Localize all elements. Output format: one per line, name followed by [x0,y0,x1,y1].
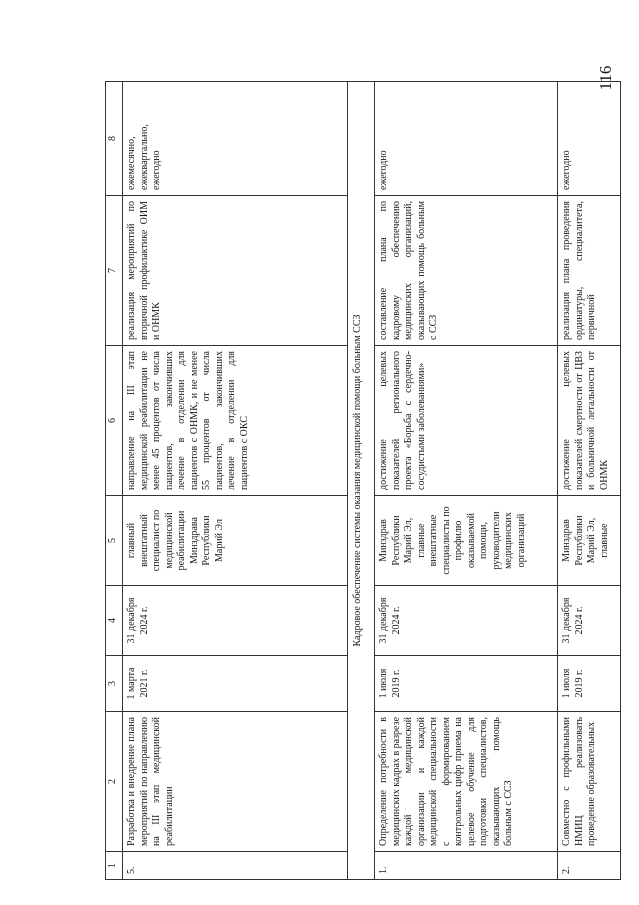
responsible-cell: Минздрав Республики Марий Эл, главные [558,496,621,586]
result-cell: реализация мероприятий по вторичной профилактике ОИМ и ОНМК [123,196,348,346]
end-date-cell: 31 декабря 2024 г. [123,586,348,656]
frequency-cell: ежегодно [558,82,621,196]
result-cell: составление плана по кадровому обеспечению медицинских организаций, оказывающих помощь больным с ССЗ [375,196,558,346]
measure-cell: Разработка и внедрение плана мероприятий по направлению на III этап медицинской реабилитации [123,712,348,852]
measure-cell: Определение потребности в медицинских кадрах в разрезе каждой медицинской организации и каждой медицинской специальности с формированием контрольных цифр приема на целевое обучение для подготовки специалистов, оказывающих помощь больным с ССЗ [375,712,558,852]
table-row [123,82,348,880]
section-title: Кадровое обеспечение системы оказания медицинской помощи больным ССЗ [348,82,375,880]
header-cell: 5 [106,496,123,586]
frequency-cell: ежегодно [375,82,558,196]
start-date-cell: 1 июля 2019 г. [558,656,621,712]
table-row [375,82,558,880]
row-number: 2. [558,852,621,880]
end-date-cell: 31 декабря 2024 г. [375,586,558,656]
table-row [558,82,621,880]
plan-table [105,81,621,880]
start-date-cell: 1 марта 2021 г. [123,656,348,712]
page-number: 116 [596,65,615,91]
row-number: 1. [375,852,558,880]
row-number: 5. [123,852,348,880]
header-cell: 1 [106,852,123,880]
header-row [106,82,123,880]
header-cell: 6 [106,346,123,496]
responsible-cell: Минздрав Республики Марий Эл, главные внештатные специалисты по профилю оказываемой помощи, руководители медицинских организаций [375,496,558,586]
indicator-cell: направление на III этап медицинской реабилитации не менее 45 процентов от числа пациентов, закончивших лечение в отделении для пациентов с ОНМК, и не менее 55 процентов от числа пациентов, закончивших лечение в отделении для пациентов с ОКС [123,346,348,496]
end-date-cell: 31 декабря 2024 г. [558,586,621,656]
indicator-cell: достижение целевых показателей регионального проекта «Борьба с сердечно-сосудистыми заболеваниями» [375,346,558,496]
measure-cell: Совместно с профильными НМИЦ реализовать проведение образовательных [558,712,621,852]
result-cell: реализация плана проведения ординатуры, специалитета, первичной [558,196,621,346]
responsible-cell: главный внештатный специалист по медицинской реабилитации Минздрава Республики Марий Эл [123,496,348,586]
section-row [348,82,375,880]
header-cell: 4 [106,586,123,656]
indicator-cell: достижение целевых показателей смертности от ЦВЗ и больничной летальности от ОНМК [558,346,621,496]
header-cell: 3 [106,656,123,712]
header-cell: 2 [106,712,123,852]
start-date-cell: 1 июля 2019 г. [375,656,558,712]
header-cell: 8 [106,82,123,196]
header-cell: 7 [106,196,123,346]
frequency-cell: ежемесячно, ежеквартально, ежегодно [123,82,348,196]
rotated-table-container [105,82,615,880]
